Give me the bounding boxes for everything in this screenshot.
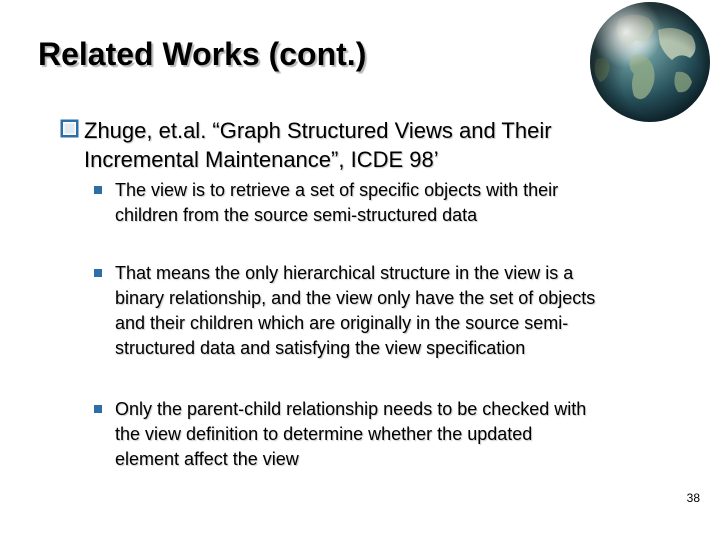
page-number: 38 bbox=[686, 491, 700, 505]
sub-bullet-line: element affect the view bbox=[115, 449, 299, 469]
sub-bullet-line: The view is to retrieve a set of specific objects with their bbox=[115, 180, 559, 200]
main-bullet-text bbox=[84, 116, 660, 174]
sub-bullet-line: the view definition to determine whether the updated bbox=[115, 424, 533, 444]
checkbox-square-icon bbox=[60, 119, 79, 138]
main-bullet-line: Incremental Maintenance”, ICDE 98’ bbox=[84, 147, 439, 172]
sub-bullet-line: structured data and satisfying the view specification bbox=[115, 338, 526, 358]
sub-bullet-text bbox=[115, 397, 684, 472]
sub-bullet-text bbox=[115, 261, 684, 361]
small-square-icon bbox=[94, 186, 102, 194]
sub-bullet-line: That means the only hierarchical structure in the view is a bbox=[115, 263, 574, 283]
slide-title: Related Works (cont.) bbox=[38, 36, 367, 72]
sub-bullet-text bbox=[115, 178, 684, 228]
main-bullet-line: Zhuge, et.al. “Graph Structured Views and Their bbox=[84, 118, 552, 143]
small-square-icon bbox=[94, 269, 102, 277]
sub-bullet-line: children from the source semi-structured data bbox=[115, 205, 478, 225]
sub-bullet-line: and their children which are originally in the source semi- bbox=[115, 313, 569, 333]
sub-bullet-line: binary relationship, and the view only have the set of objects bbox=[115, 288, 596, 308]
globe-icon bbox=[588, 0, 712, 124]
sub-bullet-line: Only the parent-child relationship needs to be checked with bbox=[115, 399, 587, 419]
small-square-icon bbox=[94, 405, 102, 413]
